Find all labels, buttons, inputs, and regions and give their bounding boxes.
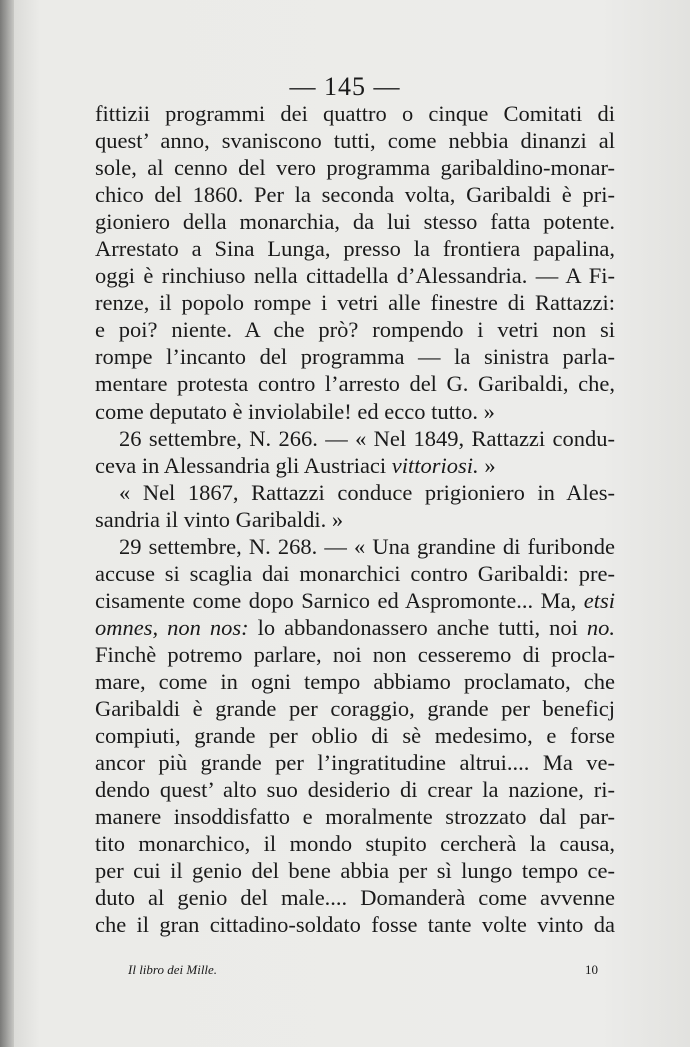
text-line xyxy=(95,452,615,479)
text-line: che il gran cittadino-soldato fosse tante volte vinto da xyxy=(95,912,615,938)
text-line xyxy=(95,614,615,641)
text-line: accuse si scaglia dai monarchici contro Garibaldi: pre- xyxy=(95,560,615,586)
text-line: mare, come in ogni tempo abbiamo proclamato, che xyxy=(95,668,615,694)
text-line: come deputato è inviolabile! ed ecco tutto. » xyxy=(95,398,495,424)
footer-signature: Il libro dei Mille. xyxy=(128,962,218,977)
text-segment: lo abbandonassero anche tutti, noi xyxy=(248,614,587,640)
text-line: quest’ anno, svaniscono tutti, come nebbia dinanzi al xyxy=(95,128,615,154)
text-line: compiuti, grande per oblio di sè medesimo, e forse xyxy=(95,723,615,749)
text-line: e poi? niente. A che prò? rompendo i vetri non si xyxy=(95,317,615,343)
text-line: sandria il vinto Garibaldi. » xyxy=(95,506,344,532)
page-footer xyxy=(128,960,598,980)
text-line: mentare protesta contro l’arresto del G. Garibaldi, che, xyxy=(95,371,615,397)
text-line: Finchè potremo parlare, noi non cesseremo di procla- xyxy=(95,641,615,667)
text-segment: cisamente come dopo Sarnico ed Aspromonte... Ma, xyxy=(95,587,584,613)
text-line: renze, il popolo rompe i vetri alle finestre di Rattazzi: xyxy=(95,290,615,316)
text-line: duto al genio del male.... Domanderà come avvenne xyxy=(95,885,615,911)
text-line: 29 settembre, N. 268. — « Una grandine di furibonde xyxy=(119,533,615,559)
text-line: oggi è rinchiuso nella cittadella d’Alessandria. — A Fi- xyxy=(95,263,615,289)
text-line: rompe l’incanto del programma — la sinistra parla- xyxy=(95,344,615,370)
text-segment: » xyxy=(478,452,496,478)
italic-segment: etsi xyxy=(583,587,615,613)
text-line: per cui il genio del bene abbia per sì lungo tempo ce- xyxy=(95,858,615,884)
text-segment: ceva in Alessandria gli Austriaci xyxy=(95,452,392,478)
binding-shadow xyxy=(0,0,14,1047)
text-line xyxy=(95,587,615,614)
text-line: 26 settembre, N. 266. — « Nel 1849, Rattazzi condu- xyxy=(119,425,615,451)
text-line: Garibaldi è grande per coraggio, grande per beneficj xyxy=(95,696,615,722)
text-line: « Nel 1867, Rattazzi conduce prigioniero in Ales- xyxy=(119,479,615,505)
text-line: manere insoddisfatto e moralmente strozzato dal par- xyxy=(95,804,615,830)
body-text xyxy=(95,100,615,938)
footer-sheet-number: 10 xyxy=(585,962,598,977)
text-line: sole, al cenno del vero programma garibaldino-monar- xyxy=(95,155,615,181)
italic-segment: vittoriosi. xyxy=(391,452,479,478)
text-line: chico del 1860. Per la seconda volta, Garibaldi è pri- xyxy=(95,182,615,208)
text-line: ancor più grande per l’ingratitudine altrui.... Ma ve- xyxy=(95,750,615,776)
italic-segment: no. xyxy=(586,614,615,640)
text-line: dendo quest’ alto suo desiderio di crear la nazione, ri- xyxy=(95,777,615,803)
italic-segment: omnes, non nos: xyxy=(95,614,249,640)
text-line: Arrestato a Sina Lunga, presso la frontiera papalina, xyxy=(95,236,615,262)
page-number: — 145 — xyxy=(289,72,401,101)
text-line: fittizii programmi dei quattro o cinque Comitati di xyxy=(95,101,615,126)
text-line: gioniero della monarchia, da lui stesso fatta potente. xyxy=(95,209,615,235)
text-line: tito monarchico, il mondo stupito cercherà la causa, xyxy=(95,831,615,857)
